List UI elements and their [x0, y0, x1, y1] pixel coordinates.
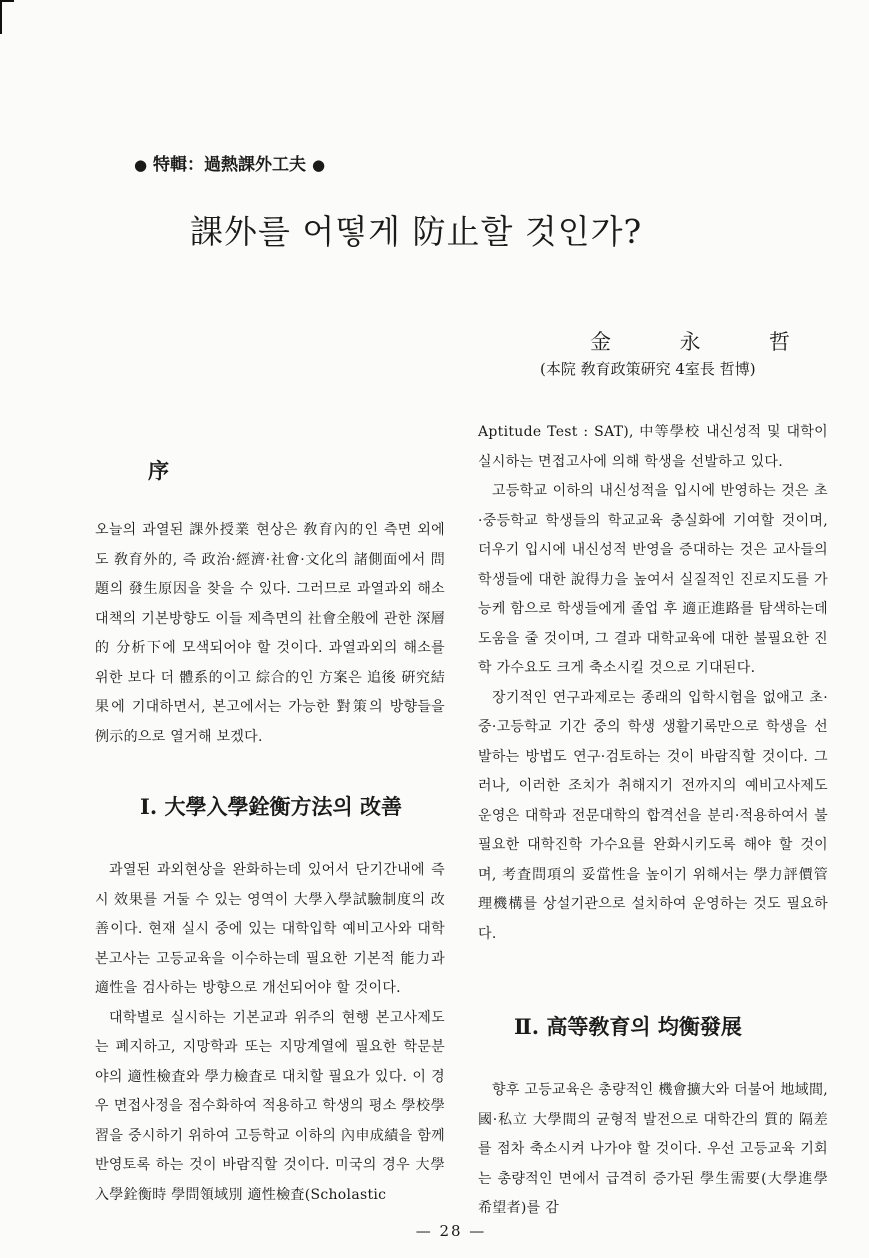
feature-separator: ： — [187, 155, 205, 175]
section-one-paragraph-2: 대학별로 실시하는 기본교과 위주의 현행 본고사제도는 폐지하고, 지망학과 또는 지망계열에 필요한 학문분야의 適性檢査와 學力檢査로 대치할 필요가 있다. 이 경우 면접사정을 점수화하여 적용하고 학생의 평소 學校學習을 중시하기 위하여 고등학교 이하의 內申成績을 함께 반영토록 하는 것이 바람직할 것이다. 미국의 경우 大學入學銓衡時 學問領域別 適性檢査(Scholastic — [95, 1009, 445, 1203]
author-name-char: 金 — [590, 330, 611, 354]
section-heading-intro: 序 — [148, 458, 169, 483]
bullet-dot-icon: ● — [311, 156, 326, 174]
author-name-char: 永 — [679, 330, 701, 354]
author-name-char: 哲 — [769, 330, 790, 354]
feature-label — [134, 152, 374, 178]
right-paragraph-3: 장기적인 연구과제로는 종래의 입학시험을 없애고 초·중·고등학교 기간 중의 학생 생활기록만으로 학생을 선발하는 방법도 연구·검토하는 것이 바람직할 것이다. 그러나, 이러한 조치가 취해지기 전까지의 예비고사제도 운영은 대학과 전문대학의 합격선을 분리·적용하여서 불필요한 대학진학 가수요를 완화시키도록 해야 할 것이며, 考査問項의 妥當性을 높이기 위해서는 學力評價管理機構를 상설기관으로 설치하여 운영하는 것도 필요하다. — [478, 689, 828, 942]
section-two-block — [478, 1076, 828, 1224]
bullet-dot-icon: ● — [134, 156, 148, 174]
feature-tag: 特輯 — [153, 155, 188, 175]
section-one-block — [95, 856, 445, 1210]
author-name — [590, 326, 790, 358]
section-two-paragraph-1: 향후 고등교육은 총량적인 機會擴大와 더불어 地域間, 國·私立 大學間의 균형적 발전으로 대학간의 質的 隔差를 점차 축소시켜 나가야 할 것이다. 우선 고등교육 기회는 총량적인 면에서 급격히 증가된 學生需要(大學進學 希望者)를 감 — [478, 1082, 828, 1216]
feature-topic: 過熱課外工夫 — [204, 155, 307, 175]
crop-mark — [0, 0, 2, 34]
intro-paragraph: 오늘의 과열된 課外授業 현상은 敎育內的인 측면 외에도 敎育外的, 즉 政治·經濟·社會·文化의 諸側面에서 問題의 發生原因을 찾을 수 있다. 그러므로 과열과외 해소대책의 기본방향도 이들 제측면의 社會全般에 관한 深層的 分析下에 모색되어야 할 것이다. 과열과외의 해소를 위한 보다 더 體系的이고 綜合的인 方案은 追後 硏究結果에 기대하면서, 본고에서는 가능한 對策의 방향들을 例示的으로 열거해 보겠다. — [95, 522, 445, 745]
author-affiliation: (本院 敎育政策硏究 4室長 哲博) — [540, 360, 756, 378]
intro-block — [95, 516, 445, 752]
section-heading-one: Ⅰ. 大學入學銓衡方法의 改善 — [140, 794, 403, 819]
right-column-block — [478, 418, 828, 949]
section-heading-two: Ⅱ. 高等敎育의 均衡發展 — [514, 1014, 742, 1039]
right-paragraph-1: Aptitude Test : SAT), 中等學校 내신성적 및 대학이 실시하는 면접고사에 의해 학생을 선발하고 있다. — [478, 424, 828, 470]
crop-mark-horizontal — [0, 0, 14, 2]
article-title: 課外를 어떻게 防止할 것인가? — [190, 212, 643, 251]
section-one-paragraph-1: 과열된 과외현상을 완화하는데 있어서 단기간내에 즉시 效果를 거둘 수 있는 영역이 大學入學試驗制度의 改善이다. 현재 실시 중에 있는 대학입학 예비고사와 대학 본고사는 고등교육을 이수하는데 필요한 기본적 能力과 適性을 검사하는 방향으로 개선되어야 할 것이다. — [95, 862, 445, 996]
right-paragraph-2: 고등학교 이하의 내신성적을 입시에 반영하는 것은 초·중등학교 학생들의 학교교육 충실화에 기여할 것이며, 더우기 입시에 내신성적 반영을 증대하는 것은 교사들의 학생들에 대한 說得力을 높여서 실질적인 진로지도를 가능케 함으로 학생들에게 졸업 후 適正進路를 탐색하는데 도움을 줄 것이며, 그 결과 대학교육에 대한 불필요한 진학 가수요도 크게 축소시킬 것으로 기대된다. — [478, 483, 828, 676]
page-number: — 28 — — [415, 1222, 487, 1240]
